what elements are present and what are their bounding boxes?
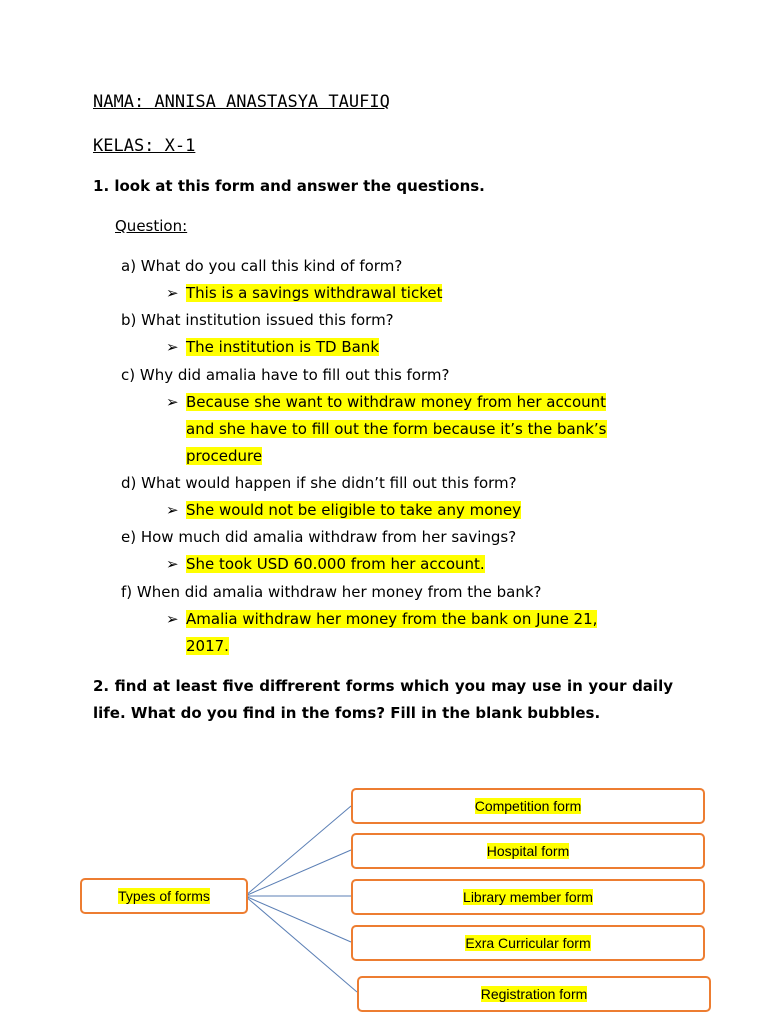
question-1-text: . look at this form and answer the questions. bbox=[103, 177, 485, 195]
answer-c-line-2: and she have to fill out the form because it’s the bank’s bbox=[186, 420, 607, 438]
bubble-label: Hospital form bbox=[486, 843, 570, 859]
connector-line bbox=[245, 896, 351, 942]
connector-line bbox=[245, 806, 351, 896]
answer-a-line-1: This is a savings withdrawal ticket bbox=[186, 284, 443, 302]
question-b: b) What institution issued this form? bbox=[121, 311, 394, 329]
question-a: a) What do you call this kind of form? bbox=[121, 257, 403, 275]
answer-b-line-1: The institution is TD Bank bbox=[186, 338, 380, 356]
question-e: e) How much did amalia withdraw from her savings? bbox=[121, 528, 517, 546]
question-1-number: 1 bbox=[93, 177, 104, 195]
arrow-bullet-icon: ➢ bbox=[166, 610, 179, 628]
bubble-hospital-form bbox=[351, 833, 705, 869]
arrow-bullet-icon: ➢ bbox=[166, 338, 179, 356]
types-of-forms-box bbox=[80, 878, 248, 914]
bubble-registration-form bbox=[357, 976, 711, 1012]
arrow-bullet-icon: ➢ bbox=[166, 284, 179, 302]
arrow-bullet-icon: ➢ bbox=[166, 555, 179, 573]
student-class: KELAS: X-1 bbox=[93, 136, 196, 156]
question-d: d) What would happen if she didn’t fill out this form? bbox=[121, 474, 517, 492]
bubble-label: Exra Curricular form bbox=[465, 935, 591, 951]
answer-c-line-1: Because she want to withdraw money from her account bbox=[186, 393, 607, 411]
bubble-library-member-form bbox=[351, 879, 705, 915]
question-f: f) When did amalia withdraw her money from the bank? bbox=[121, 583, 542, 601]
answer-f-line-1: Amalia withdraw her money from the bank on June 21, bbox=[186, 610, 598, 628]
question-subheading: Question: bbox=[115, 217, 188, 235]
question-2-text: 2. find at least five diffrerent forms which you may use in your daily life. What do you find in the foms? Fill in the blank bubbles. bbox=[93, 677, 673, 722]
question-c: c) Why did amalia have to fill out this form? bbox=[121, 366, 450, 384]
student-name: NAMA: ANNISA ANASTASYA TAUFIQ bbox=[93, 92, 390, 112]
arrow-bullet-icon: ➢ bbox=[166, 393, 179, 411]
arrow-bullet-icon: ➢ bbox=[166, 501, 179, 519]
bubble-label: Competition form bbox=[474, 798, 582, 814]
bubble-label: Registration form bbox=[480, 986, 588, 1002]
bubble-extra-curricular-form bbox=[351, 925, 705, 961]
answer-d-line-1: She would not be eligible to take any money bbox=[186, 501, 522, 519]
bubble-label: Library member form bbox=[463, 889, 593, 905]
answer-f-line-2: 2017. bbox=[186, 637, 229, 655]
connector-line bbox=[245, 896, 357, 992]
types-of-forms-label: Types of forms bbox=[118, 888, 210, 904]
connector-line bbox=[245, 850, 351, 896]
answer-c-line-3: procedure bbox=[186, 447, 263, 465]
bubble-competition-form bbox=[351, 788, 705, 824]
answer-e-line-1: She took USD 60.000 from her account. bbox=[186, 555, 485, 573]
